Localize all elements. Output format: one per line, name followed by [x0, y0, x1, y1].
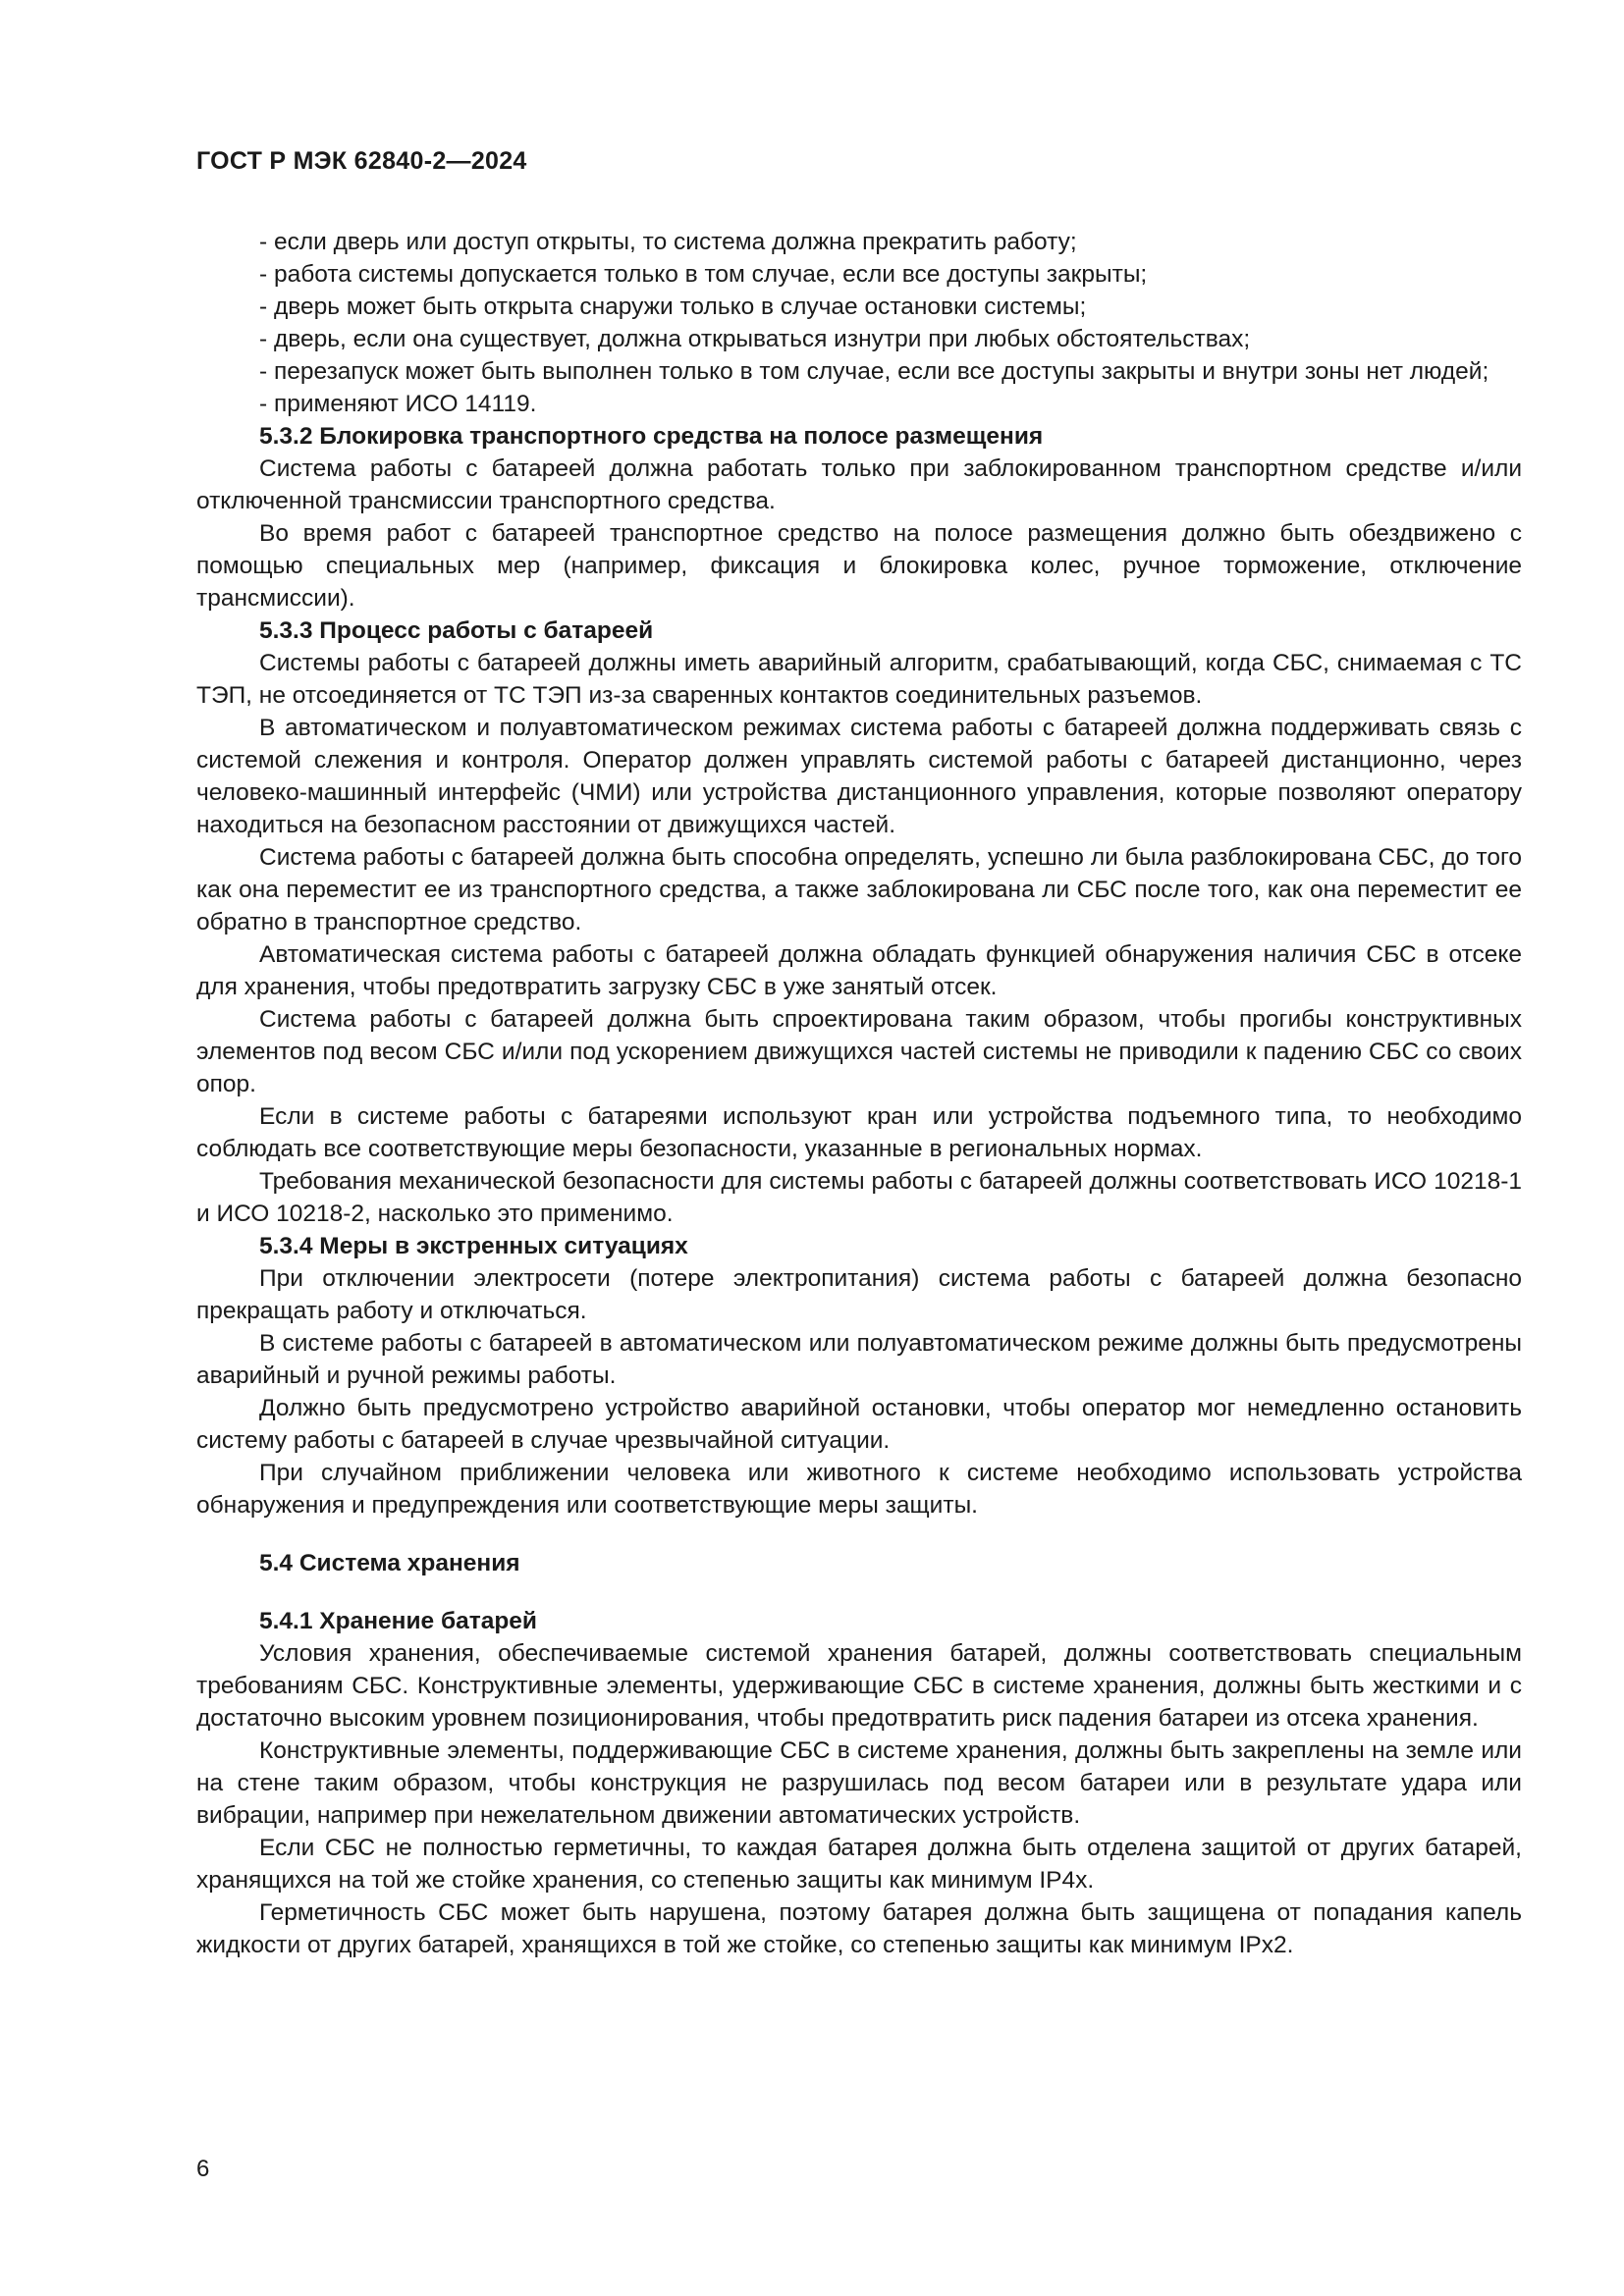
list-item: - если дверь или доступ открыты, то система должна прекратить работу; [259, 229, 1077, 255]
paragraph: Системы работы с батареей должны иметь аварийный алгоритм, срабатывающий, когда СБС, снимаемая с ТС ТЭП, не отсоединяется от ТС ТЭП из-за сваренных контактов соединительных разъемов. [196, 650, 1522, 709]
list-item: - дверь может быть открыта снаружи только в случае остановки системы; [259, 294, 1087, 320]
section-heading: 5.3.2 Блокировка транспортного средства на полосе размещения [259, 423, 1044, 450]
paragraph: Система работы с батареей должна быть способна определять, успешно ли была разблокирована СБС, до того как она переместит ее из транспортного средства, а также заблокирована ли СБС после того, как она переместит ее обратно в транспортное средство. [196, 844, 1522, 935]
paragraph: Требования механической безопасности для системы работы с батареей должны соответствовать ИСО 10218-1 и ИСО 10218-2, насколько это применимо. [196, 1168, 1522, 1227]
standard-designation: ГОСТ Р МЭК 62840-2—2024 [196, 147, 527, 175]
document-body [196, 226, 1522, 1961]
list-item: - дверь, если она существует, должна открываться изнутри при любых обстоятельствах; [259, 326, 1251, 352]
section-heading: 5.3.4 Меры в экстренных ситуациях [259, 1233, 688, 1259]
paragraph: В системе работы с батареей в автоматическом или полуавтоматическом режиме должны быть предусмотрены аварийный и ручной режимы работы. [196, 1330, 1522, 1389]
paragraph: При отключении электросети (потере электропитания) система работы с батареей должна безопасно прекращать работу и отключаться. [196, 1265, 1522, 1324]
list-item: - перезапуск может быть выполнен только в том случае, если все доступы закрыты и внутри зоны нет людей; [259, 358, 1489, 385]
paragraph: Если в системе работы с батареями используют кран или устройства подъемного типа, то необходимо соблюдать все соответствующие меры безопасности, указанные в региональных нормах. [196, 1103, 1522, 1162]
paragraph: В автоматическом и полуавтоматическом режимах система работы с батареей должна поддерживать связь с системой слежения и контроля. Оператор должен управлять системой работы с батареей дистанционно, через человеко-машинный интерфейс (ЧМИ) или устройства дистанционного управления, которые позволяют оператору находиться на безопасном расстоянии от движущихся частей. [196, 715, 1522, 838]
section-heading: 5.4.1 Хранение батарей [259, 1608, 537, 1634]
paragraph: Если СБС не полностью герметичны, то каждая батарея должна быть отделена защитой от других батарей, хранящихся на той же стойке хранения, со степенью защиты как минимум IP4x. [196, 1835, 1522, 1894]
paragraph: Должно быть предусмотрено устройство аварийной остановки, чтобы оператор мог немедленно остановить систему работы с батареей в случае чрезвычайной ситуации. [196, 1395, 1522, 1454]
section-heading: 5.4 Система хранения [259, 1550, 520, 1576]
paragraph: Герметичность СБС может быть нарушена, поэтому батарея должна быть защищена от попадания капель жидкости от других батарей, хранящихся в той же стойке, со степенью защиты как минимум IPx2. [196, 1899, 1522, 1958]
paragraph: Автоматическая система работы с батареей должна обладать функцией обнаружения наличия СБС в отсеке для хранения, чтобы предотвратить загрузку СБС в уже занятый отсек. [196, 941, 1522, 1000]
paragraph: Конструктивные элементы, поддерживающие СБС в системе хранения, должны быть закреплены на земле или на стене таким образом, чтобы конструкция не разрушилась под весом батареи или в результате удара или вибрации, например при нежелательном движении автоматических устройств. [196, 1737, 1522, 1829]
paragraph: Во время работ с батареей транспортное средство на полосе размещения должно быть обездвижено с помощью специальных мер (например, фиксация и блокировка колес, ручное торможение, отключение трансмиссии). [196, 520, 1522, 612]
section-heading: 5.3.3 Процесс работы с батареей [259, 617, 654, 644]
paragraph: Система работы с батареей должна быть спроектирована таким образом, чтобы прогибы конструктивных элементов под весом СБС и/или под ускорением движущихся частей системы не приводили к падению СБС со своих опор. [196, 1006, 1522, 1097]
list-item: - работа системы допускается только в том случае, если все доступы закрыты; [259, 261, 1148, 288]
paragraph: Условия хранения, обеспечиваемые системой хранения батарей, должны соответствовать специальным требованиям СБС. Конструктивные элементы, удерживающие СБС в системе хранения, должны быть жесткими и с достаточно высоким уровнем позиционирования, чтобы предотвратить риск падения батареи из отсека хранения. [196, 1640, 1522, 1732]
paragraph: Система работы с батареей должна работать только при заблокированном транспортном средстве и/или отключенной трансмиссии транспортного средства. [196, 455, 1522, 514]
page-number: 6 [196, 2156, 210, 2182]
list-item: - применяют ИСО 14119. [259, 391, 537, 417]
paragraph: При случайном приближении человека или животного к системе необходимо использовать устройства обнаружения и предупреждения или соответствующие меры защиты. [196, 1460, 1522, 1519]
